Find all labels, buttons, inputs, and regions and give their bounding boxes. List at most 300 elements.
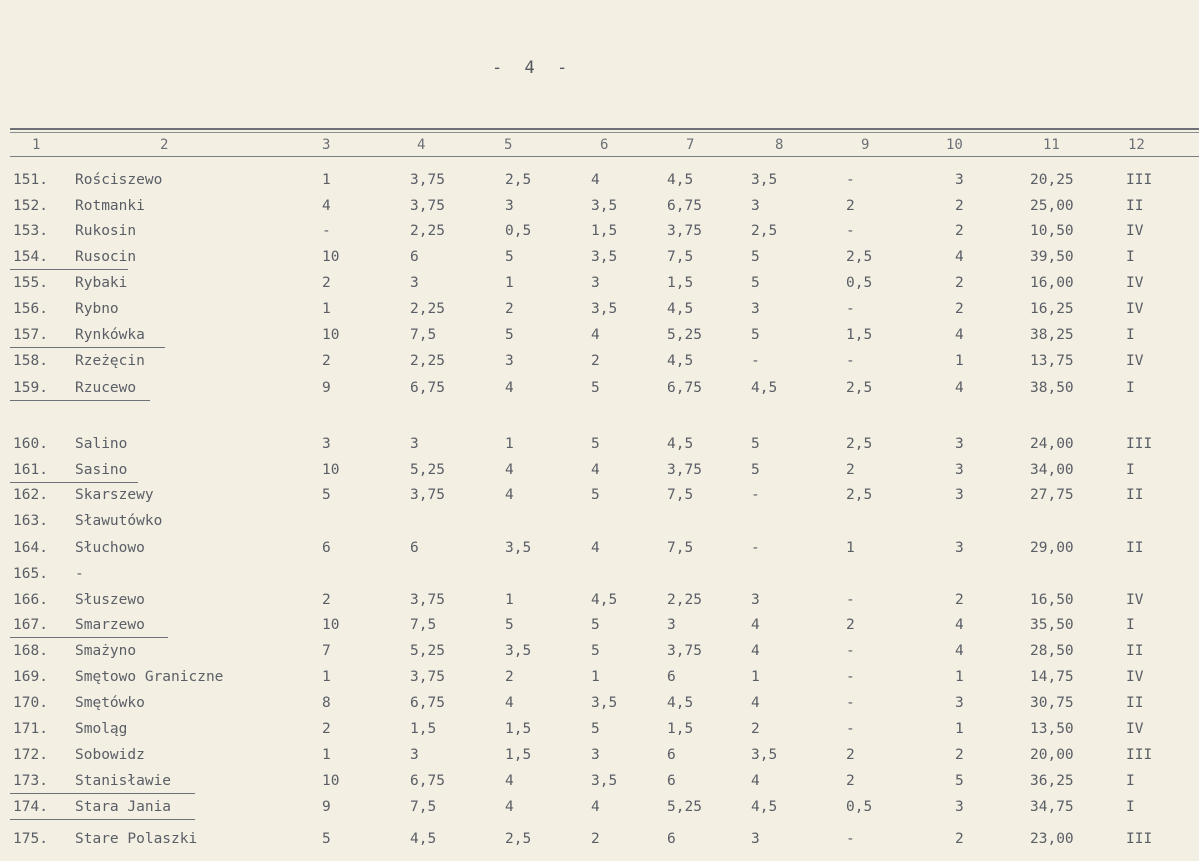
cell-c7: 1,5: [667, 275, 694, 291]
cell-c4: 2,25: [410, 353, 445, 369]
row-number: 151.: [13, 172, 48, 188]
cell-c4: 5,25: [410, 643, 445, 659]
cell-c6: 1,5: [591, 223, 618, 239]
cell-c9: 2: [846, 773, 855, 789]
cell-c12: II: [1126, 487, 1144, 503]
cell-c5: 4: [505, 799, 514, 815]
cell-c10: 2: [955, 301, 964, 317]
table-row: [0, 301, 1199, 325]
cell-c6: 3,5: [591, 695, 618, 711]
cell-c11: 27,75: [1030, 487, 1074, 503]
cell-c12: IV: [1126, 223, 1144, 239]
cell-c6: 4: [591, 327, 600, 343]
cell-c10: 3: [955, 462, 964, 478]
locality-name: Rukosin: [75, 223, 137, 239]
cell-c5: 2: [505, 301, 514, 317]
cell-c5: 4: [505, 487, 514, 503]
cell-c8: 3: [751, 301, 760, 317]
header-col-12: 12: [1128, 137, 1145, 153]
cell-c4: 6,75: [410, 773, 445, 789]
row-number: 169.: [13, 669, 48, 685]
row-number: 171.: [13, 721, 48, 737]
cell-c7: 6: [667, 669, 676, 685]
cell-c6: 4,5: [591, 592, 618, 608]
cell-c10: 2: [955, 223, 964, 239]
name-underline: [10, 637, 168, 638]
cell-c12: I: [1126, 380, 1135, 396]
table-row: [0, 773, 1199, 797]
cell-c5: 1,5: [505, 747, 532, 763]
cell-c4: 3: [410, 747, 419, 763]
cell-c5: 5: [505, 617, 514, 633]
header-col-5: 5: [504, 137, 513, 153]
cell-c5: 4: [505, 462, 514, 478]
table-row: [0, 198, 1199, 222]
row-number: 174.: [13, 799, 48, 815]
cell-c8: 5: [751, 462, 760, 478]
cell-c10: 3: [955, 799, 964, 815]
cell-c5: 3,5: [505, 643, 532, 659]
cell-c6: 5: [591, 721, 600, 737]
cell-c4: 4,5: [410, 831, 437, 847]
table-row: [0, 462, 1199, 486]
cell-c5: 1,5: [505, 721, 532, 737]
cell-c3: 9: [322, 799, 331, 815]
cell-c6: 3,5: [591, 198, 618, 214]
cell-c3: 1: [322, 669, 331, 685]
cell-c3: 10: [322, 617, 340, 633]
cell-c6: 2: [591, 831, 600, 847]
cell-c7: 6,75: [667, 380, 702, 396]
cell-c5: 2: [505, 669, 514, 685]
table-row: [0, 513, 1199, 537]
cell-c12: IV: [1126, 275, 1144, 291]
row-number: 161.: [13, 462, 48, 478]
cell-c5: 2,5: [505, 172, 532, 188]
header-col-8: 8: [775, 137, 784, 153]
cell-c3: 9: [322, 380, 331, 396]
cell-c3: 3: [322, 436, 331, 452]
cell-c12: I: [1126, 327, 1135, 343]
cell-c4: 5,25: [410, 462, 445, 478]
cell-c8: 5: [751, 249, 760, 265]
row-number: 154.: [13, 249, 48, 265]
cell-c5: 4: [505, 773, 514, 789]
cell-c7: 5,25: [667, 799, 702, 815]
cell-c7: 4,5: [667, 695, 694, 711]
locality-name: Słuchowo: [75, 540, 145, 556]
cell-c3: 2: [322, 275, 331, 291]
cell-c10: 3: [955, 540, 964, 556]
cell-c10: 3: [955, 487, 964, 503]
cell-c12: II: [1126, 695, 1144, 711]
cell-c4: 2,25: [410, 223, 445, 239]
table-top-rule-thin: [10, 132, 1199, 133]
cell-c8: 4: [751, 773, 760, 789]
cell-c8: 3,5: [751, 747, 778, 763]
header-col-6: 6: [600, 137, 609, 153]
table-row: [0, 617, 1199, 641]
cell-c6: 4: [591, 540, 600, 556]
cell-c3: 6: [322, 540, 331, 556]
cell-c7: 3,75: [667, 223, 702, 239]
cell-c4: 7,5: [410, 799, 437, 815]
cell-c6: 5: [591, 436, 600, 452]
name-underline: [10, 819, 195, 820]
cell-c8: 1: [751, 669, 760, 685]
table-row: [0, 249, 1199, 273]
cell-c7: 7,5: [667, 249, 694, 265]
cell-c11: 36,25: [1030, 773, 1074, 789]
cell-c8: 4: [751, 695, 760, 711]
cell-c8: 4,5: [751, 799, 778, 815]
cell-c12: IV: [1126, 301, 1144, 317]
header-col-1: 1: [32, 137, 41, 153]
row-number: 153.: [13, 223, 48, 239]
locality-name: Rynkówka: [75, 327, 145, 343]
cell-c6: 3,5: [591, 301, 618, 317]
cell-c3: 4: [322, 198, 331, 214]
cell-c12: I: [1126, 799, 1135, 815]
cell-c9: -: [846, 172, 855, 188]
cell-c11: 14,75: [1030, 669, 1074, 685]
header-col-2: 2: [160, 137, 169, 153]
table-row: [0, 327, 1199, 351]
cell-c5: 5: [505, 327, 514, 343]
cell-c10: 4: [955, 643, 964, 659]
table-row: [0, 436, 1199, 460]
cell-c8: 2,5: [751, 223, 778, 239]
locality-name: Smarzewo: [75, 617, 145, 633]
table-row: [0, 747, 1199, 771]
cell-c9: -: [846, 669, 855, 685]
cell-c10: 1: [955, 669, 964, 685]
cell-c3: 2: [322, 592, 331, 608]
cell-c5: 4: [505, 380, 514, 396]
row-number: 158.: [13, 353, 48, 369]
cell-c10: 4: [955, 327, 964, 343]
locality-name: Rościszewo: [75, 172, 163, 188]
cell-c3: 10: [322, 462, 340, 478]
cell-c9: 2,5: [846, 487, 873, 503]
cell-c11: 24,00: [1030, 436, 1074, 452]
cell-c8: 3: [751, 831, 760, 847]
locality-name: Smażyno: [75, 643, 137, 659]
cell-c9: 2,5: [846, 249, 873, 265]
cell-c10: 3: [955, 436, 964, 452]
cell-c7: 3: [667, 617, 676, 633]
header-col-11: 11: [1043, 137, 1060, 153]
cell-c5: 3: [505, 198, 514, 214]
table-row: [0, 172, 1199, 196]
cell-c5: 1: [505, 436, 514, 452]
cell-c6: 4: [591, 172, 600, 188]
cell-c11: 34,75: [1030, 799, 1074, 815]
cell-c12: III: [1126, 831, 1153, 847]
cell-c11: 38,25: [1030, 327, 1074, 343]
table-row: [0, 695, 1199, 719]
cell-c12: II: [1126, 198, 1144, 214]
header-col-10: 10: [946, 137, 963, 153]
locality-name: Stara Jania: [75, 799, 172, 815]
table-header-rule: [10, 156, 1199, 157]
cell-c12: I: [1126, 249, 1135, 265]
cell-c8: 5: [751, 275, 760, 291]
row-number: 152.: [13, 198, 48, 214]
cell-c7: 3,75: [667, 462, 702, 478]
cell-c11: 39,50: [1030, 249, 1074, 265]
cell-c11: 35,50: [1030, 617, 1074, 633]
cell-c9: 2,5: [846, 380, 873, 396]
cell-c5: 3: [505, 353, 514, 369]
cell-c3: 8: [322, 695, 331, 711]
cell-c5: 5: [505, 249, 514, 265]
cell-c9: 0,5: [846, 275, 873, 291]
cell-c7: 7,5: [667, 540, 694, 556]
cell-c7: 4,5: [667, 172, 694, 188]
cell-c5: 2,5: [505, 831, 532, 847]
cell-c6: 5: [591, 643, 600, 659]
cell-c10: 2: [955, 198, 964, 214]
table-top-rule: [10, 128, 1199, 130]
row-number: 164.: [13, 540, 48, 556]
row-number: 167.: [13, 617, 48, 633]
table-row: [0, 487, 1199, 511]
row-number: 172.: [13, 747, 48, 763]
cell-c11: 29,00: [1030, 540, 1074, 556]
cell-c10: 1: [955, 353, 964, 369]
cell-c6: 5: [591, 487, 600, 503]
cell-c11: 38,50: [1030, 380, 1074, 396]
cell-c11: 16,00: [1030, 275, 1074, 291]
locality-name: Rybaki: [75, 275, 128, 291]
table-row: [0, 799, 1199, 823]
cell-c7: 6: [667, 747, 676, 763]
cell-c8: -: [751, 540, 760, 556]
cell-c6: 3: [591, 747, 600, 763]
cell-c8: -: [751, 487, 760, 503]
cell-c4: 7,5: [410, 617, 437, 633]
locality-name: Skarszewy: [75, 487, 154, 503]
cell-c6: 3,5: [591, 773, 618, 789]
locality-name: Słuszewo: [75, 592, 145, 608]
header-col-7: 7: [686, 137, 695, 153]
cell-c3: 5: [322, 487, 331, 503]
locality-name: Smoląg: [75, 721, 128, 737]
cell-c11: 13,75: [1030, 353, 1074, 369]
cell-c4: 1,5: [410, 721, 437, 737]
cell-c6: 5: [591, 617, 600, 633]
table-row: [0, 540, 1199, 564]
cell-c9: 2: [846, 747, 855, 763]
cell-c4: 3,75: [410, 172, 445, 188]
row-number: 162.: [13, 487, 48, 503]
cell-c7: 4,5: [667, 436, 694, 452]
name-underline: [10, 269, 128, 270]
cell-c7: 4,5: [667, 353, 694, 369]
cell-c8: 4,5: [751, 380, 778, 396]
cell-c3: -: [322, 223, 331, 239]
table-row: [0, 831, 1199, 855]
cell-c9: -: [846, 353, 855, 369]
cell-c12: I: [1126, 462, 1135, 478]
locality-name: Rzucewo: [75, 380, 137, 396]
table-row: [0, 643, 1199, 667]
cell-c8: 3,5: [751, 172, 778, 188]
cell-c4: 6: [410, 540, 419, 556]
cell-c9: -: [846, 223, 855, 239]
cell-c5: 1: [505, 275, 514, 291]
header-col-4: 4: [417, 137, 426, 153]
cell-c10: 1: [955, 721, 964, 737]
table-row: [0, 223, 1199, 247]
cell-c8: -: [751, 353, 760, 369]
cell-c12: IV: [1126, 721, 1144, 737]
name-underline: [10, 400, 150, 401]
cell-c11: 34,00: [1030, 462, 1074, 478]
cell-c11: 10,50: [1030, 223, 1074, 239]
cell-c9: -: [846, 592, 855, 608]
cell-c12: III: [1126, 172, 1153, 188]
row-number: 157.: [13, 327, 48, 343]
locality-name: Sobowidz: [75, 747, 145, 763]
cell-c10: 2: [955, 831, 964, 847]
row-number: 163.: [13, 513, 48, 529]
locality-name: Rzeżęcin: [75, 353, 145, 369]
cell-c7: 7,5: [667, 487, 694, 503]
cell-c4: 6,75: [410, 380, 445, 396]
cell-c6: 5: [591, 380, 600, 396]
table-row: [0, 566, 1199, 590]
cell-c9: -: [846, 721, 855, 737]
cell-c9: -: [846, 831, 855, 847]
cell-c11: 13,50: [1030, 721, 1074, 737]
cell-c9: -: [846, 301, 855, 317]
cell-c3: 5: [322, 831, 331, 847]
cell-c7: 6,75: [667, 198, 702, 214]
cell-c4: 7,5: [410, 327, 437, 343]
table-row: [0, 275, 1199, 299]
locality-name: Sławutówko: [75, 513, 163, 529]
cell-c4: 3,75: [410, 198, 445, 214]
cell-c9: 2: [846, 198, 855, 214]
cell-c12: III: [1126, 747, 1153, 763]
cell-c9: 0,5: [846, 799, 873, 815]
cell-c11: 16,50: [1030, 592, 1074, 608]
cell-c8: 4: [751, 617, 760, 633]
name-underline: [10, 347, 165, 348]
name-underline: [10, 482, 138, 483]
cell-c3: 7: [322, 643, 331, 659]
cell-c6: 4: [591, 799, 600, 815]
cell-c12: I: [1126, 617, 1135, 633]
cell-c12: IV: [1126, 669, 1144, 685]
cell-c4: 6: [410, 249, 419, 265]
cell-c11: 30,75: [1030, 695, 1074, 711]
cell-c10: 3: [955, 172, 964, 188]
cell-c10: 2: [955, 275, 964, 291]
cell-c10: 4: [955, 617, 964, 633]
cell-c6: 4: [591, 462, 600, 478]
cell-c5: 1: [505, 592, 514, 608]
cell-c7: 6: [667, 831, 676, 847]
cell-c8: 5: [751, 436, 760, 452]
name-underline: [10, 793, 195, 794]
cell-c12: III: [1126, 436, 1153, 452]
cell-c10: 2: [955, 747, 964, 763]
cell-c11: 28,50: [1030, 643, 1074, 659]
row-number: 173.: [13, 773, 48, 789]
cell-c3: 1: [322, 747, 331, 763]
cell-c9: 2: [846, 617, 855, 633]
cell-c8: 2: [751, 721, 760, 737]
locality-name: Stare Polaszki: [75, 831, 198, 847]
row-number: 168.: [13, 643, 48, 659]
row-number: 155.: [13, 275, 48, 291]
header-col-3: 3: [322, 137, 331, 153]
cell-c6: 2: [591, 353, 600, 369]
header-col-9: 9: [861, 137, 870, 153]
cell-c10: 4: [955, 380, 964, 396]
table-row: [0, 353, 1199, 377]
row-number: 166.: [13, 592, 48, 608]
cell-c5: 4: [505, 695, 514, 711]
cell-c7: 1,5: [667, 721, 694, 737]
cell-c10: 3: [955, 695, 964, 711]
cell-c6: 3: [591, 275, 600, 291]
cell-c7: 6: [667, 773, 676, 789]
cell-c8: 3: [751, 198, 760, 214]
cell-c9: 2: [846, 462, 855, 478]
cell-c11: 23,00: [1030, 831, 1074, 847]
row-number: 156.: [13, 301, 48, 317]
cell-c3: 10: [322, 249, 340, 265]
locality-name: Rotmanki: [75, 198, 145, 214]
cell-c4: 3: [410, 436, 419, 452]
cell-c4: 3,75: [410, 669, 445, 685]
cell-c4: 6,75: [410, 695, 445, 711]
cell-c11: 16,25: [1030, 301, 1074, 317]
table-row: [0, 592, 1199, 616]
cell-c12: IV: [1126, 592, 1144, 608]
cell-c3: 10: [322, 327, 340, 343]
cell-c12: II: [1126, 643, 1144, 659]
cell-c4: 3: [410, 275, 419, 291]
cell-c9: 1: [846, 540, 855, 556]
cell-c4: 3,75: [410, 487, 445, 503]
locality-name: Rybno: [75, 301, 119, 317]
cell-c12: I: [1126, 773, 1135, 789]
cell-c3: 2: [322, 721, 331, 737]
cell-c9: 1,5: [846, 327, 873, 343]
cell-c7: 2,25: [667, 592, 702, 608]
cell-c3: 2: [322, 353, 331, 369]
cell-c3: 1: [322, 172, 331, 188]
table-row: [0, 721, 1199, 745]
table-row: [0, 669, 1199, 693]
table-row: [0, 380, 1199, 404]
locality-name: -: [75, 566, 84, 582]
row-number: 165.: [13, 566, 48, 582]
cell-c10: 4: [955, 249, 964, 265]
cell-c4: 2,25: [410, 301, 445, 317]
cell-c6: 3,5: [591, 249, 618, 265]
locality-name: Stanisławie: [75, 773, 172, 789]
cell-c5: 3,5: [505, 540, 532, 556]
cell-c8: 5: [751, 327, 760, 343]
cell-c9: -: [846, 695, 855, 711]
cell-c11: 20,25: [1030, 172, 1074, 188]
